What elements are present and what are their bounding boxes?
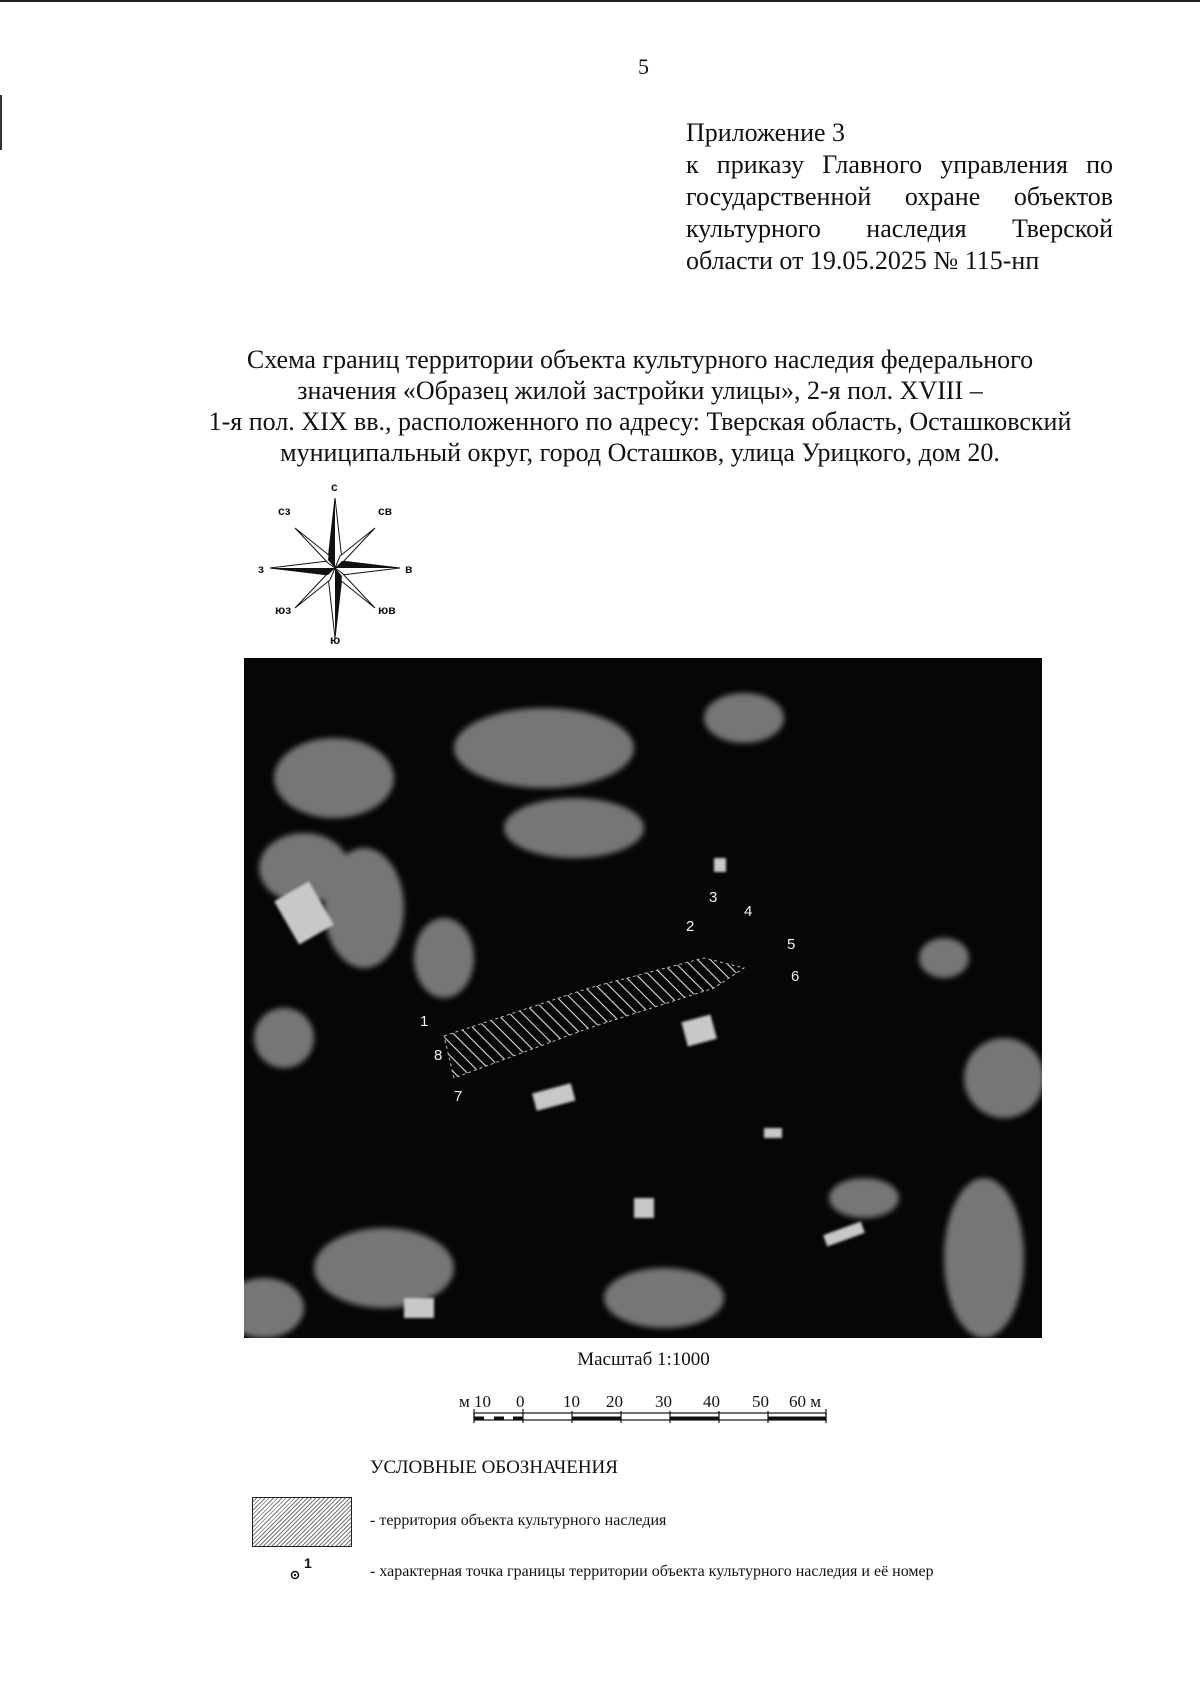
compass-label-ne: св — [378, 504, 393, 518]
map-point-1: 1 — [420, 1013, 429, 1030]
legend-point-icon — [286, 1555, 326, 1585]
legend-territory-text: - территория объекта культурного наследия — [370, 1512, 667, 1529]
aerial-map — [244, 658, 1042, 1338]
map-point-2: 2 — [686, 918, 695, 935]
title-line: муниципальный округ, город Осташков, улица Урицкого, дом 20. — [280, 438, 1000, 467]
scale-tick-label: м 10 — [459, 1392, 492, 1411]
legend-territory-swatch — [252, 1497, 352, 1547]
map-point-4: 4 — [744, 903, 753, 920]
compass-label-se: юв — [378, 603, 396, 617]
scale-tick-label: 0 — [516, 1392, 525, 1411]
scale-tick-label: 50 — [752, 1392, 769, 1411]
map-point-6: 6 — [791, 968, 800, 985]
title-line: Схема границ территории объекта культурного наследия федерального — [246, 345, 1034, 374]
appendix-line: государственной охране объектов — [686, 182, 1113, 211]
document-title — [150, 344, 1130, 468]
appendix-block — [686, 117, 1113, 277]
title-line: 1-я пол. XIX вв., расположенного по адресу: Тверская область, Осташковский — [208, 407, 1072, 436]
appendix-line: Приложение 3 — [686, 118, 846, 147]
scale-bar — [456, 1389, 836, 1429]
appendix-line: области от 19.05.2025 № 115-нп — [686, 246, 1040, 275]
legend-title: УСЛОВНЫЕ ОБОЗНАЧЕНИЯ — [370, 1457, 618, 1478]
scale-tick-label: 40 — [703, 1392, 720, 1411]
scale-tick-label: 30 — [655, 1392, 672, 1411]
scale-label: Масштаб 1:1000 — [577, 1349, 710, 1370]
compass-label-s: ю — [330, 633, 341, 647]
appendix-line: к приказу Главного управления по — [686, 150, 1113, 179]
compass-label-sw: юз — [275, 603, 292, 617]
scale-tick-label: 10 — [563, 1392, 580, 1411]
top-rule — [0, 0, 1200, 2]
legend-point-number: 1 — [304, 1555, 312, 1571]
legend-point-text: - характерная точка границы территории объекта культурного наследия и её номер — [370, 1563, 934, 1580]
compass-label-n: с — [331, 480, 338, 494]
compass-label-e: в — [405, 562, 413, 576]
compass-label-w: з — [258, 562, 264, 576]
scan-edge-mark — [0, 95, 2, 150]
map-point-7: 7 — [454, 1088, 463, 1105]
title-line: значения «Образец жилой застройки улицы», 2-я пол. XVIII – — [297, 376, 983, 405]
map-image — [244, 658, 1042, 1338]
scale-tick-label: 60 м — [789, 1392, 822, 1411]
compass-rose-icon — [250, 478, 425, 648]
map-point-5: 5 — [787, 936, 796, 953]
compass-label-nw: сз — [278, 504, 291, 518]
appendix-line: культурного наследия Тверской — [686, 214, 1113, 243]
page-number: 5 — [638, 54, 649, 79]
map-point-3: 3 — [709, 889, 718, 906]
scale-tick-label: 20 — [606, 1392, 623, 1411]
map-point-8: 8 — [434, 1047, 443, 1064]
